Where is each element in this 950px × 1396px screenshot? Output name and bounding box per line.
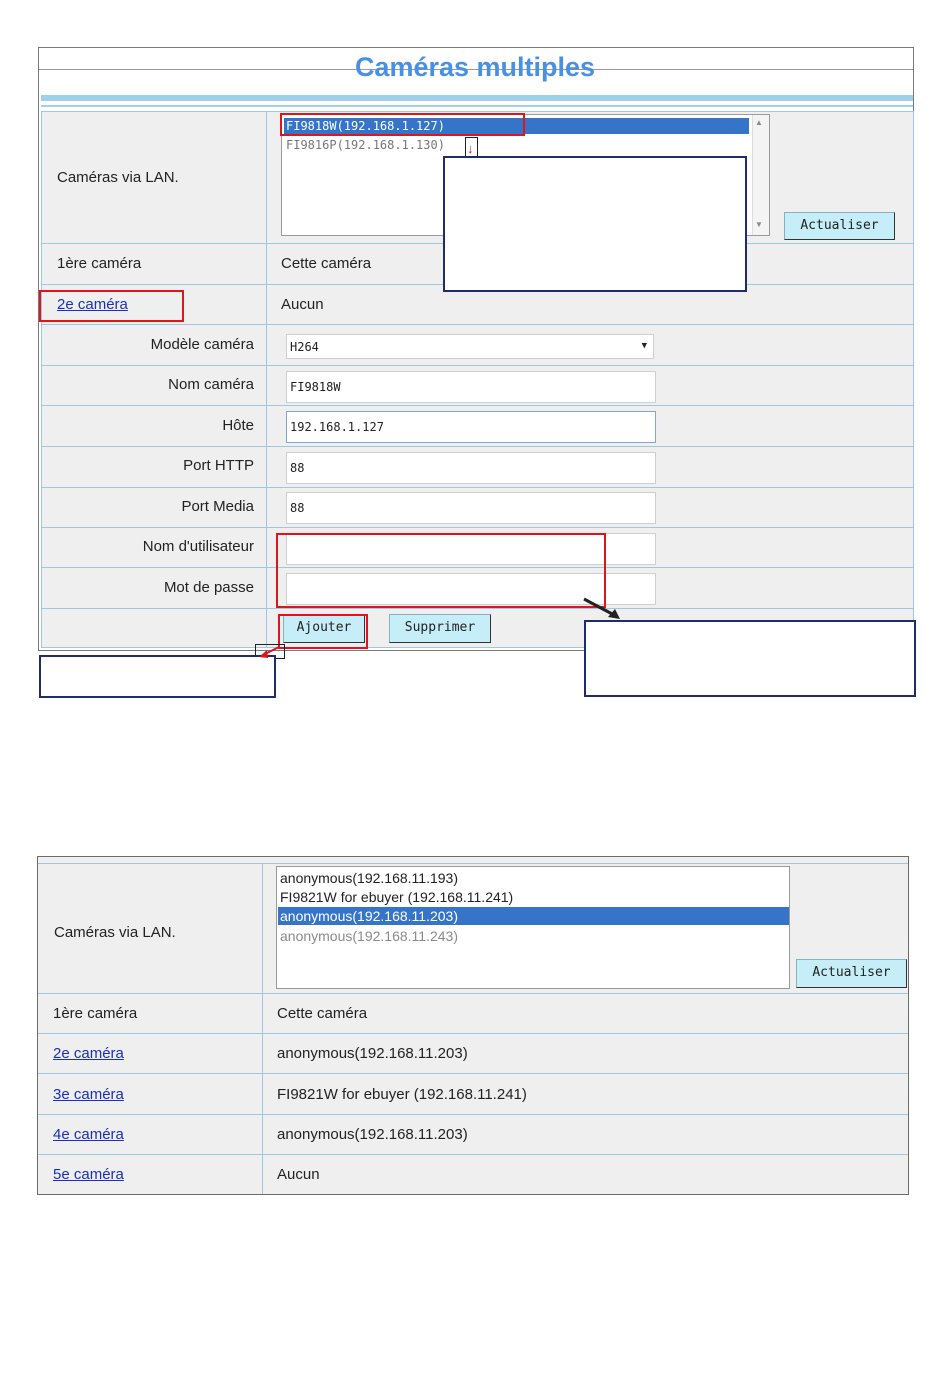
callout-box-add xyxy=(39,655,276,698)
chevron-down-icon[interactable]: ▼ xyxy=(641,341,647,351)
username-label: Nom d'utilisateur xyxy=(142,538,254,555)
model-label: Modèle caméra xyxy=(150,336,254,353)
add-button[interactable]: Ajouter xyxy=(283,614,365,643)
first-camera-label: 1ère caméra xyxy=(57,255,142,272)
bottom-row-5-value: Aucun xyxy=(277,1166,320,1183)
bottom-row-3-link[interactable]: 3e caméra xyxy=(53,1086,124,1103)
bottom-row-4-value: anonymous(192.168.11.203) xyxy=(277,1126,468,1143)
bottom-row-5-link[interactable]: 5e caméra xyxy=(53,1166,124,1183)
highlight-add-button xyxy=(278,614,368,649)
lan-option-2[interactable]: FI9816P(192.168.1.130) xyxy=(286,138,445,152)
bottom-lan-option-4[interactable]: anonymous(192.168.11.243) xyxy=(280,928,458,944)
http-port-input[interactable]: 88 xyxy=(286,452,656,484)
callout-box-lan xyxy=(443,156,747,292)
refresh-button[interactable]: Actualiser xyxy=(784,212,895,240)
model-select[interactable] xyxy=(286,334,654,359)
password-label: Mot de passe xyxy=(163,579,254,596)
first-camera-value: Cette caméra xyxy=(281,255,372,272)
lan-label: Caméras via LAN. xyxy=(57,169,179,186)
bottom-lan-option-1[interactable]: anonymous(192.168.11.193) xyxy=(280,870,458,886)
scroll-down-icon[interactable]: ▼ xyxy=(755,220,763,229)
callout-box-credentials xyxy=(584,620,916,697)
bottom-row-1-label: 1ère caméra xyxy=(53,1005,138,1022)
name-label: Nom caméra xyxy=(168,376,254,393)
camera-name-input[interactable]: FI9818W xyxy=(286,371,656,403)
media-port-label: Port Media xyxy=(181,498,254,515)
second-camera-value: Aucun xyxy=(281,296,324,313)
bottom-lan-option-3[interactable]: anonymous(192.168.11.203) xyxy=(278,907,789,925)
bottom-row-3-value: FI9821W for ebuyer (192.168.11.241) xyxy=(277,1086,527,1103)
arrow-add-icon xyxy=(255,643,285,663)
scroll-up-icon[interactable]: ▲ xyxy=(755,118,763,127)
title-band xyxy=(41,95,913,101)
host-input[interactable]: 192.168.1.127 xyxy=(286,411,656,443)
page-title: Caméras multiples xyxy=(354,52,596,82)
second-camera-link[interactable]: 2e caméra xyxy=(57,296,128,313)
bottom-refresh-button[interactable]: Actualiser xyxy=(796,959,907,988)
lan-option-1[interactable]: FI9818W(192.168.1.127) xyxy=(284,118,749,134)
highlight-lan-option xyxy=(280,113,525,136)
highlight-second-camera xyxy=(39,290,184,322)
bottom-lan-label: Caméras via LAN. xyxy=(54,924,176,941)
bottom-lan-option-2[interactable]: FI9821W for ebuyer (192.168.11.241) xyxy=(280,889,514,905)
title-band-thin xyxy=(41,105,913,107)
host-label: Hôte xyxy=(222,417,254,434)
bottom-row-1-value: Cette caméra xyxy=(277,1005,368,1022)
media-port-input[interactable]: 88 xyxy=(286,492,656,524)
bottom-row-2-link[interactable]: 2e caméra xyxy=(53,1045,124,1062)
arrow-down-icon: ↓ xyxy=(467,141,474,156)
list-scrollbar[interactable] xyxy=(752,115,769,235)
delete-button[interactable]: Supprimer xyxy=(389,614,491,643)
highlight-credentials xyxy=(276,533,606,608)
http-port-label: Port HTTP xyxy=(183,457,254,474)
bottom-row-2-value: anonymous(192.168.11.203) xyxy=(277,1045,468,1062)
bottom-row-4-link[interactable]: 4e caméra xyxy=(53,1126,124,1143)
model-select-value: H264 xyxy=(290,340,319,354)
